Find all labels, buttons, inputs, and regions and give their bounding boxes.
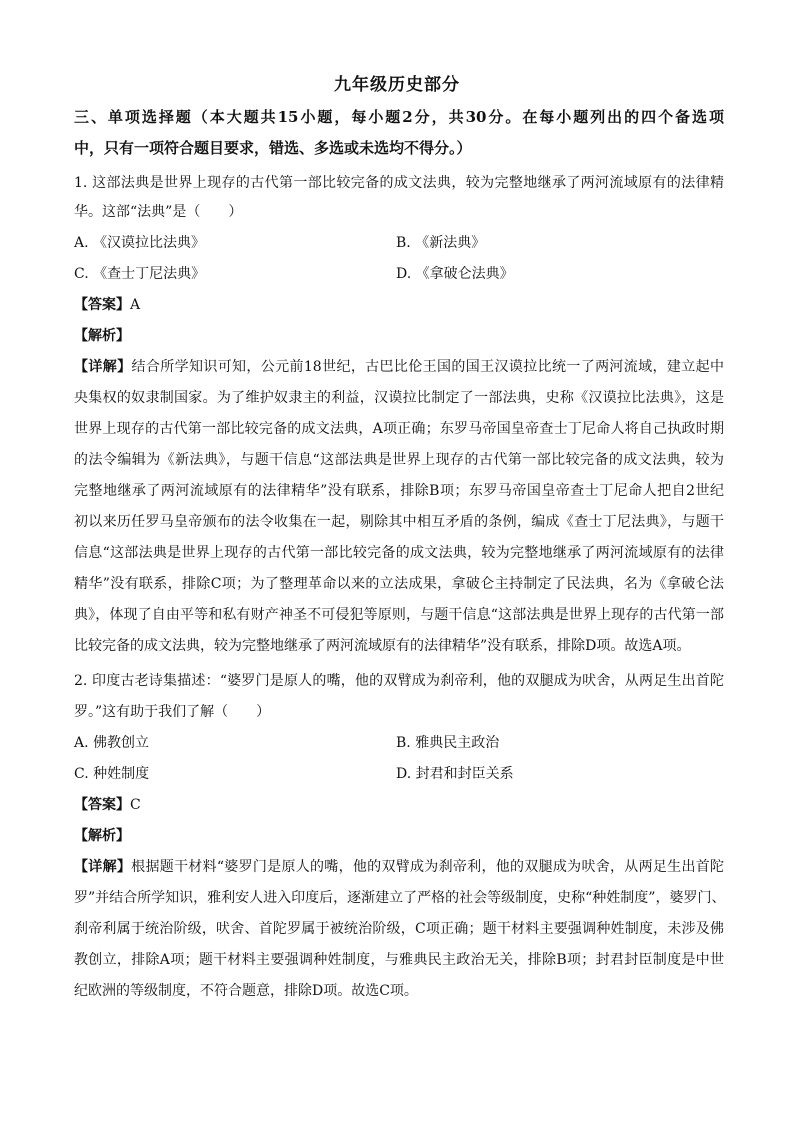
q2-option-c: C. 种姓制度 xyxy=(74,766,150,782)
q1-detail-line-3: 世界上现存的古代第一部比较完备的成文法典，A项正确；东罗马帝国皇帝查士丁尼命人将自己执政时期 xyxy=(74,421,724,437)
section-heading-line-2: 中，只有一项符合题目要求，错选、多选或未选均不得分。） xyxy=(74,139,472,157)
q1-detail-line-5: 完整地继承了两河流域原有的法律精华”没有联系，排除B项；东罗马帝国皇帝查士丁尼命人把自2世纪 xyxy=(74,483,724,499)
q1-detail-line-9: 典》，体现了自由平等和私有财产神圣不可侵犯等原则，与题干信息“这部法典是世界上现存的古代第一部 xyxy=(74,607,724,623)
answer-tag: 【答案】 xyxy=(74,297,130,313)
q2-answer xyxy=(74,794,724,816)
q1-detail-line-6: 初以来历任罗马皇帝颁布的法令收集在一起，剔除其中相互矛盾的条例，编成《查士丁尼法典》，与题干 xyxy=(74,514,724,530)
section-heading-line-1: 三、单项选择题（本大题共15小题，每小题2分，共30分。在每小题列出的四个备选项 xyxy=(74,108,724,126)
q1-option-a: A. 《汉谟拉比法典》 xyxy=(74,235,206,251)
q1-detail-line-7: 信息“这部法典是世界上现存的古代第一部比较完备的成文法典，较为完整地继承了两河流域原有的法律 xyxy=(74,545,724,561)
q2-option-b: B. 雅典民主政治 xyxy=(396,735,500,751)
q1-analysis-tag: 【解析】 xyxy=(74,328,130,344)
answer-tag: 【答案】 xyxy=(74,797,130,813)
q2-option-a: A. 佛教创立 xyxy=(74,735,150,751)
q1-stem-line-2: 华。这部“法典”是（ ） xyxy=(74,204,243,220)
q1-option-d: D. 《拿破仑法典》 xyxy=(396,266,514,282)
q1-answer xyxy=(74,294,724,316)
q2-detail-line-3: 刹帝利属于统治阶级，吠舍、首陀罗属于被统治阶级，C项正确；题干材料主要强调种姓制度，未涉及佛 xyxy=(74,921,724,937)
q2-detail-line-5: 纪欧洲的等级制度，不符合题意，排除D项。故选C项。 xyxy=(74,983,418,999)
q2-detail-line-4: 教创立，排除A项；题干材料主要强调种姓制度，与雅典民主政治无关，排除B项；封君封臣制度是中世 xyxy=(74,952,724,968)
q1-stem-line-1: 1. 这部法典是世界上现存的古代第一部比较完备的成文法典，较为完整地继承了两河流域原有的法律精 xyxy=(74,175,724,191)
q1-detail-line-8: 精华”没有联系，排除C项；为了整理革命以来的立法成果，拿破仑主持制定了民法典，名为《拿破仑法 xyxy=(74,576,724,592)
q1-detail-line-1 xyxy=(74,356,724,378)
detail-text: 结合所学知识可知，公元前18世纪，古巴比伦王国的国王汉谟拉比统一了两河流域，建立起中 xyxy=(131,359,725,375)
detail-tag: 【详解】 xyxy=(74,359,132,375)
q2-stem-line-2: 罗。”这有助于我们了解（ ） xyxy=(74,704,271,720)
q1-detail-line-4: 的法令编辑为《新法典》，与题干信息“这部法典是世界上现存的古代第一部比较完备的成文法典，较为 xyxy=(74,452,724,468)
q2-analysis-tag: 【解析】 xyxy=(74,828,130,844)
q2-stem-line-1: 2. 印度古老诗集描述：“婆罗门是原人的嘴，他的双臂成为刹帝利，他的双腿成为吠舍，从两足生出首陀 xyxy=(74,673,724,689)
q2-detail-line-2: 罗”并结合所学知识，雅利安人进入印度后，逐渐建立了严格的社会等级制度，史称“种姓制度”，婆罗门、 xyxy=(74,890,726,906)
detail-tag: 【详解】 xyxy=(74,859,132,875)
q1-option-c: C. 《查士丁尼法典》 xyxy=(74,266,206,282)
answer-value: C xyxy=(130,797,141,813)
q2-detail-line-1 xyxy=(74,856,724,878)
q2-option-d: D. 封君和封臣关系 xyxy=(396,766,514,782)
q1-detail-line-10: 比较完备的成文法典，较为完整地继承了两河流域原有的法律精华”没有联系，排除D项。故选A项。 xyxy=(74,638,691,654)
detail-text: 根据题干材料“婆罗门是原人的嘴，他的双臂成为刹帝利，他的双腿成为吠舍，从两足生出首陀 xyxy=(131,859,725,875)
page-title: 九年级历史部分 xyxy=(334,75,460,95)
answer-value: A xyxy=(130,297,141,313)
q1-option-b: B. 《新法典》 xyxy=(396,235,486,251)
q1-detail-line-2: 央集权的奴隶制国家。为了维护奴隶主的利益，汉谟拉比制定了一部法典，史称《汉谟拉比法典》，这是 xyxy=(74,390,724,406)
